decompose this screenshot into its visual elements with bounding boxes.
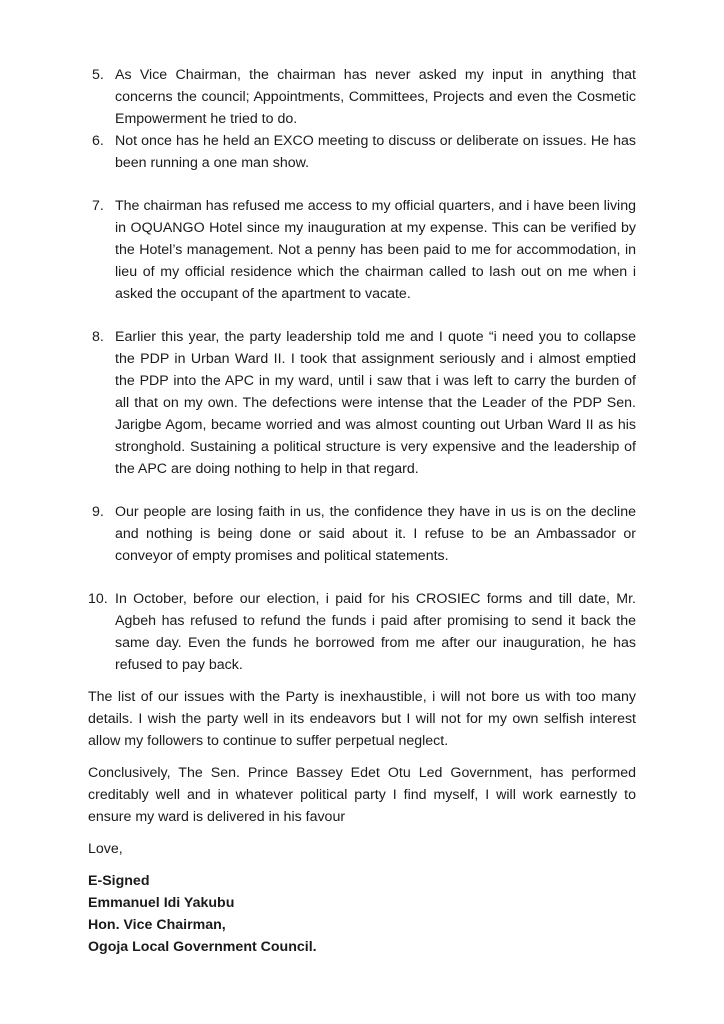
list-item-text: Not once has he held an EXCO meeting to discuss or deliberate on issues. He has been running a one man show.	[115, 133, 636, 171]
signature-block	[88, 870, 636, 958]
list-number: 10.	[88, 591, 108, 607]
spacer	[88, 828, 636, 838]
list-item-text: The chairman has refused me access to my official quarters, and i have been living in OQUANGO Hotel since my inauguration at my expense. This can be verified by the Hotel’s management. Not a penny has been paid to me for accommodation, in lieu of my official residence which the chairman called to lash out on me when i asked the occupant of the apartment to vacate.	[115, 198, 636, 302]
list-number: 6.	[92, 133, 104, 149]
list-number: 5.	[92, 67, 104, 83]
body-paragraph-issues: The list of our issues with the Party is inexhaustible, i will not bore us with too many details. I wish the party well in its endeavors but I will not for my own selfish interest allow my followers to continue to suffer perpetual neglect.	[88, 689, 636, 749]
list-item-10	[88, 588, 636, 676]
signatory-name: Emmanuel Idi Yakubu	[88, 895, 235, 911]
spacer	[88, 305, 636, 326]
letter-page	[88, 64, 636, 958]
list-item-5	[88, 64, 636, 130]
spacer	[88, 752, 636, 762]
list-number: 7.	[92, 198, 104, 214]
list-item-7	[88, 195, 636, 305]
list-item-6	[88, 130, 636, 174]
signatory-title: Hon. Vice Chairman,	[88, 917, 226, 933]
spacer	[88, 480, 636, 501]
spacer	[88, 567, 636, 588]
list-number: 9.	[92, 504, 104, 520]
list-item-text: Our people are losing faith in us, the confidence they have in us is on the decline and nothing is being done or said about it. I refuse to be an Ambassador or conveyor of empty promises and political statements.	[115, 504, 636, 564]
e-signed-label: E-Signed	[88, 873, 150, 889]
list-number: 8.	[92, 329, 104, 345]
spacer	[88, 860, 636, 870]
list-item-text: Earlier this year, the party leadership told me and I quote “i need you to collapse the PDP in Urban Ward II. I took that assignment seriously and i almost emptied the PDP into the APC in my ward, until i saw that i was left to carry the burden of all that on my own. The defections were intense that the Leader of the PDP Sen. Jarigbe Agom, became worried and was almost counting out Urban Ward II as his stronghold. Sustaining a political structure is very expensive and the leadership of the APC are doing nothing to help in that regard.	[115, 329, 636, 477]
spacer	[88, 174, 636, 195]
grievance-list	[88, 64, 636, 676]
list-item-9	[88, 501, 636, 567]
body-paragraph-conclusion: Conclusively, The Sen. Prince Bassey Edet Otu Led Government, has performed creditably well and in whatever political party I find myself, I will work earnestly to ensure my ward is delivered in his favour	[88, 765, 636, 825]
list-item-text: As Vice Chairman, the chairman has never asked my input in anything that concerns the council; Appointments, Committees, Projects and even the Cosmetic Empowerment he tried to do.	[115, 67, 636, 127]
closing-salutation: Love,	[88, 841, 123, 857]
list-item-text: In October, before our election, i paid for his CROSIEC forms and till date, Mr. Agbeh has refused to refund the funds i paid after promising to send it back the same day. Even the funds he borrowed from me after our inauguration, he has refused to pay back.	[115, 591, 636, 673]
list-item-8	[88, 326, 636, 480]
signatory-organization: Ogoja Local Government Council.	[88, 939, 317, 955]
spacer	[88, 676, 636, 686]
